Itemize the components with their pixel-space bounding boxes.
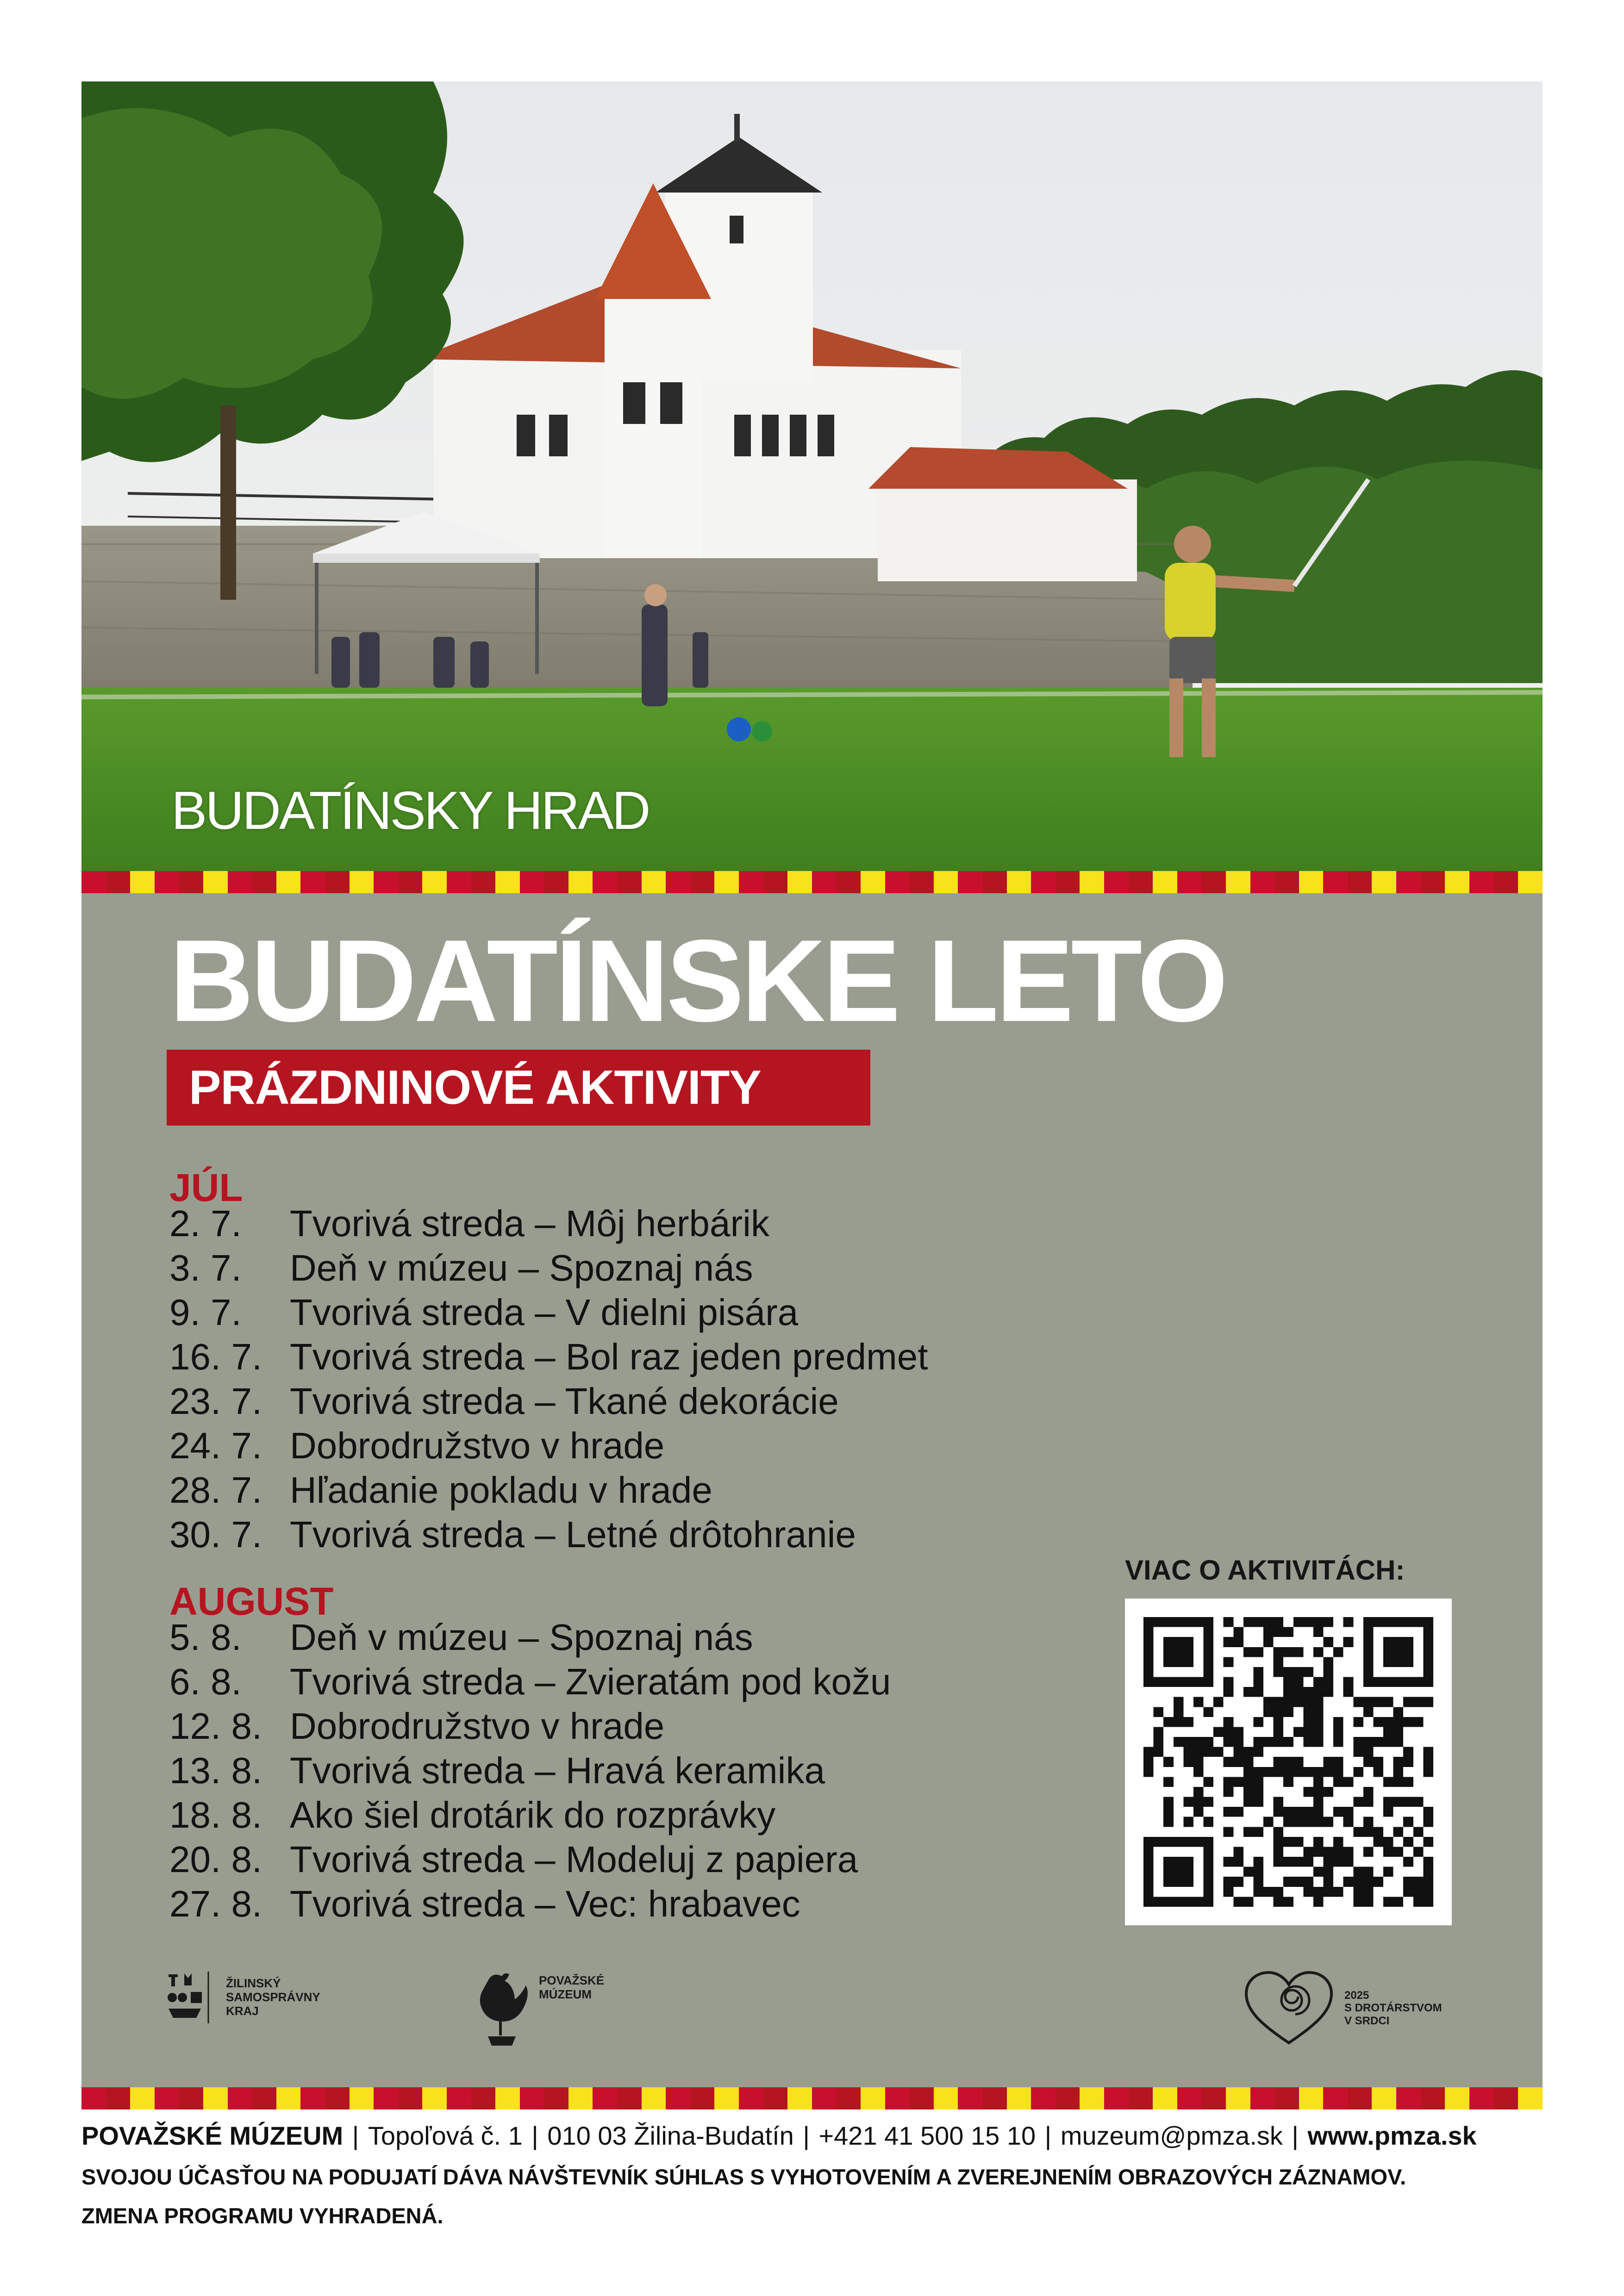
stripe-segment — [1518, 2087, 1543, 2109]
stripe-segment — [690, 2087, 715, 2109]
stripe-segment — [1299, 2087, 1324, 2109]
month-heading-july: JÚL — [169, 1166, 243, 1209]
event-title: Tvorivá streda – V dielni pisára — [290, 1292, 799, 1333]
stripe-segment — [714, 2087, 739, 2109]
stripe-segment — [1299, 871, 1324, 893]
event-row — [169, 1201, 1188, 1246]
event-title: Tvorivá streda – Tkané dekorácie — [290, 1381, 839, 1422]
logo-zilinsky-kraj — [164, 1970, 320, 2025]
stripe-segment — [130, 2087, 155, 2109]
stripe-segment — [1274, 871, 1299, 893]
stripe-segment — [690, 871, 715, 893]
event-row — [169, 1290, 1188, 1335]
stripe-segment — [1056, 871, 1080, 893]
stripe-segment — [958, 2087, 982, 2109]
stripe-segment — [763, 871, 788, 893]
stripe-segment — [325, 2087, 350, 2109]
coat-of-arms-icon — [164, 1970, 219, 2025]
stripe-segment — [422, 2087, 447, 2109]
event-date: 9. 7. — [169, 1292, 242, 1333]
footer-separator: | — [524, 2121, 546, 2150]
event-title: Tvorivá streda – Môj herbárik — [290, 1203, 769, 1244]
event-date: 28. 7. — [169, 1469, 262, 1511]
main-title: BUDATÍNSKE LETO — [169, 916, 1225, 1046]
stripe-segment — [81, 871, 106, 893]
stripe-segment — [909, 2087, 934, 2109]
event-row — [169, 1424, 1188, 1468]
stripe-segment — [1226, 871, 1250, 893]
stripe-segment — [495, 871, 520, 893]
event-title: Tvorivá streda – Bol raz jeden predmet — [290, 1336, 928, 1377]
stripe-segment — [276, 871, 301, 893]
event-title: Deň v múzeu – Spoznaj nás — [290, 1617, 753, 1658]
stripe-segment — [1421, 2087, 1445, 2109]
logo-zsk-text: ŽILINSKÝ SAMOSPRÁVNY KRAJ — [226, 1976, 320, 2018]
stripe-segment — [1031, 2087, 1056, 2109]
stripe-segment — [1153, 2087, 1177, 2109]
event-row — [169, 1882, 1188, 1926]
footer-separator: | — [345, 2121, 366, 2150]
stripe-segment — [666, 2087, 690, 2109]
event-title: Ako šiel drotárik do rozprávky — [290, 1794, 776, 1836]
stripe-segment — [447, 871, 471, 893]
event-row — [169, 1748, 1188, 1793]
stripe-segment — [471, 871, 496, 893]
stripe-segment — [763, 2087, 788, 2109]
event-date: 30. 7. — [169, 1514, 262, 1555]
stripe-segment — [1007, 2087, 1031, 2109]
stripe-segment — [422, 871, 447, 893]
stripe-segment — [1493, 2087, 1518, 2109]
stripe-segment — [1469, 2087, 1494, 2109]
stripe-segment — [812, 871, 837, 893]
stripe-segment — [130, 871, 155, 893]
stripe-segment — [155, 2087, 179, 2109]
event-date: 27. 8. — [169, 1883, 262, 1924]
stripe-segment — [1250, 871, 1275, 893]
stripe-segment — [982, 871, 1007, 893]
stripe-segment — [1396, 871, 1421, 893]
stripe-segment — [350, 2087, 374, 2109]
stripe-segment — [787, 871, 812, 893]
stripe-segment — [1104, 2087, 1129, 2109]
stripe-segment — [1396, 2087, 1421, 2109]
stripe-segment — [544, 2087, 568, 2109]
stripe-segment — [861, 871, 885, 893]
event-title: Hľadanie pokladu v hrade — [290, 1469, 712, 1511]
stripe-segment — [300, 2087, 325, 2109]
event-date: 2. 7. — [169, 1203, 242, 1244]
stripe-segment — [1201, 871, 1226, 893]
stripe-segment — [593, 2087, 617, 2109]
stripe-segment — [593, 871, 617, 893]
stripe-segment — [203, 871, 228, 893]
stripe-segment — [1372, 871, 1396, 893]
event-date: 12. 8. — [169, 1705, 262, 1747]
event-title: Tvorivá streda – Modeluj z papiera — [290, 1839, 858, 1880]
stripe-segment — [325, 871, 350, 893]
stripe-segment — [398, 2087, 423, 2109]
subtitle: PRÁZDNINOVÉ AKTIVITY — [189, 1060, 761, 1114]
stripe-segment — [1007, 871, 1031, 893]
stripe-segment — [1129, 2087, 1153, 2109]
event-row — [169, 1468, 1188, 1512]
stripe-segment — [1031, 871, 1056, 893]
footer-separator: | — [1284, 2121, 1306, 2150]
castle-photo — [81, 81, 1543, 871]
footer-city: 010 03 Žilina-Budatín — [547, 2121, 794, 2150]
stripe-segment — [885, 2087, 910, 2109]
stripe-segment — [934, 2087, 958, 2109]
stripe-segment — [203, 2087, 228, 2109]
event-date: 6. 8. — [169, 1661, 242, 1702]
place-name: BUDATÍNSKY HRAD — [171, 780, 649, 840]
event-date: 20. 8. — [169, 1839, 262, 1880]
footer-contact — [81, 2121, 1477, 2151]
stripe-segment — [495, 2087, 520, 2109]
stripe-segment — [155, 871, 179, 893]
stripe-segment — [1177, 2087, 1202, 2109]
stripe-segment — [1348, 871, 1372, 893]
event-date: 5. 8. — [169, 1617, 242, 1658]
stripe-segment — [544, 871, 568, 893]
stripe-segment — [520, 871, 544, 893]
stripe-segment — [1056, 2087, 1080, 2109]
footer-org: POVAŽSKÉ MÚZEUM — [81, 2121, 344, 2150]
footer-notice: ZMENA PROGRAMU VYHRADENÁ. — [81, 2203, 443, 2228]
stripe-segment — [958, 871, 982, 893]
footer-website[interactable]: www.pmza.sk — [1307, 2121, 1477, 2150]
rooster-icon — [469, 1967, 534, 2050]
stripe-segment — [179, 2087, 203, 2109]
stripe-segment — [1250, 2087, 1275, 2109]
stripe-segment — [1469, 871, 1494, 893]
stripe-segment — [934, 871, 958, 893]
stripe-segment — [252, 871, 276, 893]
event-title: Tvorivá streda – Vec: hrabavec — [290, 1883, 800, 1924]
stripe-segment — [471, 2087, 496, 2109]
stripe-segment — [836, 2087, 861, 2109]
stripe-segment — [642, 2087, 666, 2109]
stripe-segment — [276, 2087, 301, 2109]
stripe-segment — [1080, 871, 1104, 893]
event-title: Dobrodružstvo v hrade — [290, 1705, 665, 1747]
stripe-segment — [228, 871, 252, 893]
stripe-segment — [106, 871, 131, 893]
footer-separator: | — [1037, 2121, 1059, 2150]
event-title: Tvorivá streda – Hravá keramika — [290, 1750, 825, 1791]
qr-code[interactable] — [1125, 1599, 1452, 1925]
event-date: 18. 8. — [169, 1794, 262, 1836]
stripe-segment — [1445, 871, 1469, 893]
stripe-segment — [714, 871, 739, 893]
event-date: 13. 8. — [169, 1750, 262, 1791]
stripe-segment — [1372, 2087, 1396, 2109]
footer-phone[interactable]: +421 41 500 15 10 — [818, 2121, 1036, 2150]
event-date: 16. 7. — [169, 1336, 262, 1377]
stripe-segment — [568, 2087, 593, 2109]
heart-spiral-icon — [1243, 1969, 1335, 2047]
footer-separator: | — [795, 2121, 817, 2150]
event-date: 23. 7. — [169, 1381, 262, 1422]
logo-2025-drotarstvo — [1243, 1969, 1442, 2047]
stripe-segment — [568, 871, 593, 893]
event-date: 24. 7. — [169, 1425, 262, 1466]
stripe-segment — [885, 871, 910, 893]
stripe-segment — [666, 871, 690, 893]
event-list-august — [169, 1615, 1188, 1926]
month-heading-august: AUGUST — [169, 1580, 334, 1623]
stripe-segment — [398, 871, 423, 893]
subtitle-banner — [167, 1050, 870, 1126]
castle-photo-illustration — [81, 81, 1543, 871]
decorative-stripe-top — [81, 871, 1543, 893]
stripe-segment — [1080, 2087, 1104, 2109]
stripe-segment — [739, 2087, 763, 2109]
stripe-segment — [228, 2087, 252, 2109]
stripe-segment — [1177, 871, 1202, 893]
stripe-segment — [1274, 2087, 1299, 2109]
qr-label: VIAC O AKTIVITÁCH: — [1125, 1555, 1405, 1586]
qr-code-pattern — [1143, 1617, 1433, 1907]
stripe-segment — [520, 2087, 544, 2109]
stripe-segment — [812, 2087, 837, 2109]
stripe-segment — [350, 871, 374, 893]
stripe-segment — [787, 2087, 812, 2109]
stripe-segment — [300, 871, 325, 893]
event-date: 3. 7. — [169, 1247, 242, 1288]
stripe-segment — [106, 2087, 131, 2109]
stripe-segment — [374, 871, 398, 893]
stripe-segment — [1104, 871, 1129, 893]
logo-pm-text: POVAŽSKÉ MÚZEUM — [539, 1973, 605, 2001]
footer-email[interactable]: muzeum@pmza.sk — [1060, 2121, 1283, 2150]
event-title: Dobrodružstvo v hrade — [290, 1425, 665, 1466]
logo-povazske-muzeum — [469, 1967, 604, 2050]
stripe-segment — [982, 2087, 1007, 2109]
stripe-segment — [1493, 871, 1518, 893]
stripe-segment — [1323, 2087, 1348, 2109]
event-row — [169, 1660, 1188, 1704]
stripe-segment — [861, 2087, 885, 2109]
stripe-segment — [642, 871, 666, 893]
event-title: Tvorivá streda – Letné drôtohranie — [290, 1514, 856, 1555]
event-row — [169, 1837, 1188, 1882]
stripe-segment — [1153, 871, 1177, 893]
stripe-segment — [252, 2087, 276, 2109]
event-row — [169, 1512, 1188, 1557]
stripe-segment — [1226, 2087, 1250, 2109]
event-row — [169, 1615, 1188, 1660]
event-title: Tvorivá streda – Zvieratám pod kožu — [290, 1661, 891, 1702]
event-title: Deň v múzeu – Spoznaj nás — [290, 1247, 753, 1288]
footer-consent: SVOJOU ÚČASŤOU NA PODUJATÍ DÁVA NÁVŠTEVNÍK SÚHLAS S VYHOTOVENÍM A ZVEREJNENÍM OBRAZOVÝCH ZÁZNAMOV. — [81, 2165, 1406, 2189]
stripe-segment — [374, 2087, 398, 2109]
stripe-segment — [1129, 871, 1153, 893]
event-row — [169, 1246, 1188, 1290]
stripe-segment — [617, 871, 642, 893]
stripe-segment — [836, 871, 861, 893]
stripe-segment — [447, 2087, 471, 2109]
stripe-segment — [909, 871, 934, 893]
footer-address: Topoľová č. 1 — [368, 2121, 523, 2150]
stripe-segment — [1445, 2087, 1469, 2109]
stripe-segment — [1348, 2087, 1372, 2109]
stripe-segment — [1201, 2087, 1226, 2109]
stripe-segment — [739, 871, 763, 893]
event-list-july — [169, 1201, 1188, 1557]
stripe-segment — [1323, 871, 1348, 893]
stripe-segment — [1518, 871, 1543, 893]
stripe-segment — [179, 871, 203, 893]
event-row — [169, 1335, 1188, 1379]
program-panel — [81, 893, 1543, 2087]
decorative-stripe-bottom — [81, 2087, 1543, 2109]
event-row — [169, 1704, 1188, 1748]
event-row — [169, 1379, 1188, 1424]
logo-2025-text: 2025 S DROTÁRSTVOM V SRDCI — [1344, 1989, 1442, 2027]
stripe-segment — [1421, 871, 1445, 893]
stripe-segment — [617, 2087, 642, 2109]
stripe-segment — [81, 2087, 106, 2109]
event-row — [169, 1793, 1188, 1837]
